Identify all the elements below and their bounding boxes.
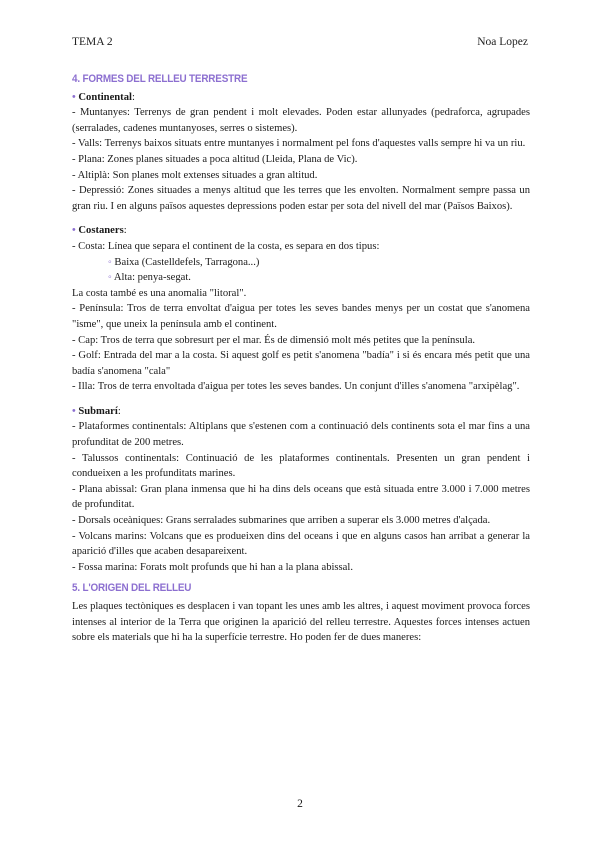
submari-heading: • Submarí: <box>72 405 121 417</box>
costaners-label: Costaners <box>78 225 124 237</box>
bullet-dot-icon: • <box>72 225 76 237</box>
bullet-dot-icon: • <box>72 91 76 103</box>
list-item: - Illa: Tros de terra envoltada d'aigua per totes les seves bandes. Un conjunt d'illes s'anomena "arxipèlag". <box>72 381 520 393</box>
section-4-title: 4. FORMES DEL RELLEU TERRESTRE <box>72 73 248 85</box>
continental-heading: • Continental: <box>72 91 135 103</box>
submari-label: Submarí <box>78 405 118 417</box>
list-item: - Depressió: Zones situades a menys altitud que les terres que les envolten. Normalment sempre passa un gran riu. I en alguns països aquestes depressions poden estar per sota del nivell del mar (Països Baixos). <box>72 185 530 212</box>
costaners-block <box>72 223 530 395</box>
list-item: - Fossa marina: Forats molt profunds que hi han a la plana abissal. <box>72 561 353 573</box>
list-item: - Muntanyes: Terrenys de gran pendent i molt elevades. Poden estar allunyades (pedraforca, agrupades (serralades, cadenes muntanyoses, serres o sistemes). <box>72 107 530 134</box>
list-item: - Dorsals oceàniques: Grans serralades submarines que arriben a superar els 3.000 metres d'alçada. <box>72 515 491 527</box>
section-5-title: 5. L'ORIGEN DEL RELLEU <box>72 582 192 595</box>
list-item: - Altiplà: Son planes molt extenses situades a gran altitud. <box>72 169 318 181</box>
page-header <box>72 36 528 48</box>
list-item: - Plana abissal: Gran plana inmensa que hi ha dins dels oceans que està situada entre 3.000 i 7.000 metres de profunditat. <box>72 483 530 511</box>
continental-block <box>72 90 530 215</box>
list-item: - Golf: Entrada del mar a la costa. Si aquest golf es petit s'anomena "badía" i si és encara més petit que una badía s'anomena "cala" <box>72 350 530 377</box>
continental-label: Continental <box>78 91 132 103</box>
header-topic: TEMA 2 <box>72 36 113 48</box>
page-content <box>72 72 530 646</box>
list-item: - Talussos continentals: Continuació de les plataformes continentals. Presenten un gran pendent i condueixen a les profunditats marines. <box>72 452 530 480</box>
list-item: - Plataformes continentals: Altiplans que s'estenen com a continuació dels continents sota el mar fins a una profunditat de 200 metres. <box>72 421 530 449</box>
coast-note: La costa també es una anomalia "litoral". <box>72 287 247 299</box>
sub-bullet-icon: ◦ <box>108 272 112 284</box>
list-item: - Valls: Terrenys baixos situats entre muntanyes i normalment pel fons d'aquestes valls sempre hi va un riu. <box>72 138 526 150</box>
header-author: Noa Lopez <box>477 36 528 48</box>
list-item: - Costa: Línea que separa el continent de la costa, es separa en dos tipus: <box>72 240 380 252</box>
bullet-dot-icon: • <box>72 405 76 417</box>
sub-bullet-icon: ◦ <box>108 256 112 268</box>
list-item: - Volcans marins: Volcans que es produeixen dins del oceans i que en alguns casos han arribat a generar la aparició d'illes que acaben desapareixent. <box>72 530 530 558</box>
coast-type-item: ◦ Baixa (Castelldefels, Tarragona...) <box>108 256 260 268</box>
list-item: - Península: Tros de terra envoltat d'aigua per totes les seves bandes menys per un costat que s'anomena "isme", que uneix la península amb el continent. <box>72 303 530 330</box>
costaners-heading: • Costaners: <box>72 225 127 237</box>
section-5-paragraph: Les plaques tectòniques es desplacen i van topant les unes amb les altres, i aquest moviment provoca forces intenses al interior de la Terra que originen la aparició del relleu terrestre. Aquestes forces intenses actuen sobre els materials que hi ha la superfície terrestre. Ho poden fer de dues maneres: <box>72 601 530 644</box>
page-number: 2 <box>297 798 303 810</box>
list-item: - Cap: Tros de terra que sobresurt per el mar. És de dimensió molt més petites que la península. <box>72 334 476 346</box>
coast-type-item: ◦ Alta: penya-segat. <box>108 272 191 284</box>
submari-block <box>72 404 530 576</box>
list-item: - Plana: Zones planes situades a poca altitud (Lleida, Plana de Vic). <box>72 153 358 165</box>
